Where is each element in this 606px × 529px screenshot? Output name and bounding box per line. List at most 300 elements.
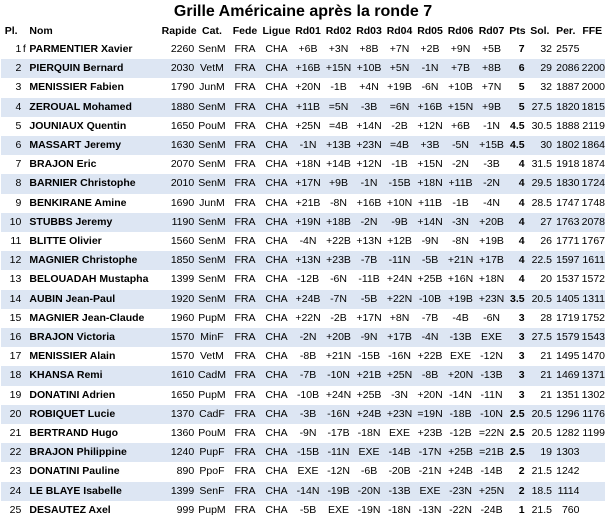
round-3-result: -1N bbox=[354, 174, 385, 193]
player-federation: FRA bbox=[230, 194, 261, 213]
table-row bbox=[1, 40, 605, 59]
round-6-result: -3N bbox=[445, 213, 476, 232]
round-6-result: -22N bbox=[445, 501, 476, 520]
player-performance: 760 bbox=[552, 501, 579, 520]
player-points: 4.5 bbox=[507, 117, 527, 136]
round-6-result: -23N bbox=[445, 482, 476, 501]
round-4-result: -14B bbox=[384, 443, 415, 462]
table-row bbox=[1, 78, 605, 97]
round-7-result: +25N bbox=[476, 482, 508, 501]
round-6-result: +10B bbox=[445, 78, 476, 97]
header-rd01: Rd01 bbox=[295, 25, 321, 37]
player-place: 18 bbox=[1, 366, 21, 385]
round-3-result: -7B bbox=[354, 251, 385, 270]
round-7-result: -3B bbox=[476, 155, 508, 174]
player-federation: FRA bbox=[230, 501, 261, 520]
player-league: CHA bbox=[260, 194, 293, 213]
player-category: SenM bbox=[194, 40, 230, 59]
player-federation: FRA bbox=[230, 213, 261, 232]
player-name: KHANSA Remi bbox=[27, 366, 161, 385]
player-ffe: 1752 bbox=[579, 309, 605, 328]
player-federation: FRA bbox=[230, 232, 261, 251]
table-row bbox=[1, 366, 605, 385]
round-4-result: +10N bbox=[384, 194, 415, 213]
player-solkoff: 26 bbox=[528, 232, 552, 251]
player-league: CHA bbox=[260, 290, 293, 309]
player-category: MinF bbox=[194, 328, 230, 347]
player-category: SenM bbox=[194, 251, 230, 270]
player-performance: 1579 bbox=[552, 328, 579, 347]
player-points: 4 bbox=[507, 174, 527, 193]
player-rating: 1399 bbox=[162, 270, 195, 289]
round-1-result: -14N bbox=[293, 482, 324, 501]
round-6-result: -18B bbox=[445, 405, 476, 424]
round-3-result: -6B bbox=[354, 462, 385, 481]
table-row bbox=[1, 155, 605, 174]
round-2-result: =4B bbox=[323, 117, 354, 136]
player-performance: 1719 bbox=[552, 309, 579, 328]
player-federation: FRA bbox=[230, 155, 261, 174]
player-category: CadF bbox=[194, 405, 230, 424]
player-federation: FRA bbox=[230, 59, 261, 78]
player-name: STUBBS Jeremy bbox=[27, 213, 161, 232]
player-federation: FRA bbox=[230, 462, 261, 481]
round-5-result: EXE bbox=[415, 482, 446, 501]
player-name: PARMENTIER Xavier bbox=[27, 40, 161, 59]
player-rating: 1650 bbox=[162, 386, 195, 405]
player-rating: 1880 bbox=[162, 98, 195, 117]
round-6-result: +19B bbox=[445, 290, 476, 309]
player-points: 5 bbox=[507, 78, 527, 97]
player-points: 3 bbox=[507, 386, 527, 405]
player-place: 5 bbox=[1, 117, 21, 136]
round-7-result: +9B bbox=[476, 98, 508, 117]
round-1-result: -2N bbox=[293, 328, 324, 347]
header-fede: Fede bbox=[232, 25, 258, 37]
round-1-result: +24B bbox=[293, 290, 324, 309]
player-rating: 1920 bbox=[162, 290, 195, 309]
round-5-result: +14N bbox=[415, 213, 446, 232]
player-rating: 1610 bbox=[162, 366, 195, 385]
player-points: 7 bbox=[507, 40, 527, 59]
player-solkoff: 21 bbox=[528, 347, 552, 366]
round-4-result: -1B bbox=[384, 155, 415, 174]
round-5-result: +25B bbox=[415, 270, 446, 289]
player-league: CHA bbox=[260, 136, 293, 155]
round-3-result: +16B bbox=[354, 194, 385, 213]
player-solkoff: 20.5 bbox=[528, 424, 552, 443]
round-6-result: +15N bbox=[445, 98, 476, 117]
player-category: PupF bbox=[194, 443, 230, 462]
round-4-result: +23N bbox=[384, 405, 415, 424]
player-performance: 1405 bbox=[552, 290, 579, 309]
player-ffe: 2119 bbox=[579, 117, 605, 136]
player-performance: 1282 bbox=[552, 424, 579, 443]
player-federation: FRA bbox=[230, 136, 261, 155]
player-points: 4 bbox=[507, 232, 527, 251]
header-pts: Pts bbox=[509, 25, 526, 37]
player-ffe: 1371 bbox=[579, 366, 605, 385]
player-rating: 1560 bbox=[162, 232, 195, 251]
round-3-result: +23N bbox=[354, 136, 385, 155]
player-federation: FRA bbox=[230, 309, 261, 328]
player-solkoff: 32 bbox=[528, 78, 552, 97]
player-performance: 1763 bbox=[552, 213, 579, 232]
player-category: SenF bbox=[194, 482, 230, 501]
player-ffe bbox=[579, 40, 605, 59]
player-place: 14 bbox=[1, 290, 21, 309]
round-1-result: -5B bbox=[293, 501, 324, 520]
round-4-result: +24N bbox=[384, 270, 415, 289]
table-row bbox=[1, 462, 605, 481]
round-6-result: -5N bbox=[445, 136, 476, 155]
player-federation: FRA bbox=[230, 251, 261, 270]
player-performance: 2086 bbox=[552, 59, 579, 78]
player-category: PupM bbox=[194, 386, 230, 405]
round-7-result: -10N bbox=[476, 405, 508, 424]
player-performance: 1802 bbox=[552, 136, 579, 155]
player-place: 2 bbox=[1, 59, 21, 78]
table-row bbox=[1, 117, 605, 136]
player-category: PupM bbox=[194, 309, 230, 328]
player-solkoff: 29.5 bbox=[528, 174, 552, 193]
player-place: 17 bbox=[1, 347, 21, 366]
round-1-result: -4N bbox=[293, 232, 324, 251]
round-5-result: -5B bbox=[415, 251, 446, 270]
player-name: ROBIQUET Lucie bbox=[27, 405, 161, 424]
player-points: 4.5 bbox=[507, 136, 527, 155]
round-4-result: -13B bbox=[384, 482, 415, 501]
round-2-result: +14B bbox=[323, 155, 354, 174]
header-row bbox=[1, 23, 605, 40]
round-2-result: =5N bbox=[323, 98, 354, 117]
table-row bbox=[1, 251, 605, 270]
player-ffe: 1815 bbox=[579, 98, 605, 117]
player-place: 1 bbox=[1, 40, 21, 59]
round-1-result: +20N bbox=[293, 78, 324, 97]
player-name: BRAJON Victoria bbox=[27, 328, 161, 347]
round-2-result: +23B bbox=[323, 251, 354, 270]
player-points: 3 bbox=[507, 328, 527, 347]
player-place: 12 bbox=[1, 251, 21, 270]
player-league: CHA bbox=[260, 98, 293, 117]
player-league: CHA bbox=[260, 347, 293, 366]
player-place: 6 bbox=[1, 136, 21, 155]
table-row bbox=[1, 270, 605, 289]
round-2-result: -6N bbox=[323, 270, 354, 289]
player-rating: 2030 bbox=[162, 59, 195, 78]
round-5-result: =19N bbox=[415, 405, 446, 424]
round-6-result: -12B bbox=[445, 424, 476, 443]
round-4-result: =6N bbox=[384, 98, 415, 117]
header-rd05: Rd05 bbox=[417, 25, 443, 37]
player-ffe: 1767 bbox=[579, 232, 605, 251]
table-row bbox=[1, 59, 605, 78]
player-solkoff: 30 bbox=[528, 136, 552, 155]
table-row bbox=[1, 405, 605, 424]
player-category: SenM bbox=[194, 98, 230, 117]
round-1-result: +16B bbox=[293, 59, 324, 78]
round-2-result: +13B bbox=[323, 136, 354, 155]
player-category: PouM bbox=[194, 424, 230, 443]
round-3-result: +13N bbox=[354, 232, 385, 251]
player-place: 15 bbox=[1, 309, 21, 328]
player-category: SenM bbox=[194, 270, 230, 289]
player-name: BENKIRANE Amine bbox=[27, 194, 161, 213]
round-2-result: +22B bbox=[323, 232, 354, 251]
table-row bbox=[1, 194, 605, 213]
round-1-result: -10B bbox=[293, 386, 324, 405]
player-solkoff: 21 bbox=[528, 386, 552, 405]
player-name: BERTRAND Hugo bbox=[27, 424, 161, 443]
player-place: 7 bbox=[1, 155, 21, 174]
round-4-result: -15B bbox=[384, 174, 415, 193]
player-league: CHA bbox=[260, 309, 293, 328]
header-rd03: Rd03 bbox=[356, 25, 382, 37]
round-1-result: -3B bbox=[293, 405, 324, 424]
player-solkoff: 27 bbox=[528, 213, 552, 232]
round-6-result: +9N bbox=[445, 40, 476, 59]
table-row bbox=[1, 443, 605, 462]
header-sol: Sol. bbox=[530, 25, 550, 37]
table-row bbox=[1, 347, 605, 366]
player-flag: f bbox=[21, 40, 27, 59]
player-place: 11 bbox=[1, 232, 21, 251]
player-ffe: 1874 bbox=[579, 155, 605, 174]
player-name: PIERQUIN Bernard bbox=[27, 59, 161, 78]
player-performance: 1597 bbox=[552, 251, 579, 270]
round-7-result: -24B bbox=[476, 501, 508, 520]
player-ffe bbox=[579, 462, 605, 481]
round-5-result: -21N bbox=[415, 462, 446, 481]
player-federation: FRA bbox=[230, 482, 261, 501]
round-1-result: -7B bbox=[293, 366, 324, 385]
player-league: CHA bbox=[260, 424, 293, 443]
player-rating: 1190 bbox=[162, 213, 195, 232]
round-7-result: +17B bbox=[476, 251, 508, 270]
round-6-result: -1B bbox=[445, 194, 476, 213]
player-category: JunM bbox=[194, 194, 230, 213]
player-performance: 2575 bbox=[552, 40, 579, 59]
round-2-result: EXE bbox=[323, 501, 354, 520]
player-ffe bbox=[579, 482, 605, 501]
round-4-result: EXE bbox=[384, 424, 415, 443]
header-cat: Cat. bbox=[202, 25, 222, 37]
player-performance: 1537 bbox=[552, 270, 579, 289]
player-points: 6 bbox=[507, 59, 527, 78]
round-7-result: =21B bbox=[476, 443, 508, 462]
round-2-result: +9B bbox=[323, 174, 354, 193]
round-3-result: -3B bbox=[354, 98, 385, 117]
round-4-result: +12B bbox=[384, 232, 415, 251]
player-federation: FRA bbox=[230, 405, 261, 424]
player-name: BARNIER Christophe bbox=[27, 174, 161, 193]
round-7-result: EXE bbox=[476, 328, 508, 347]
round-5-result: +2B bbox=[415, 40, 446, 59]
player-performance: 1495 bbox=[552, 347, 579, 366]
round-6-result: +25B bbox=[445, 443, 476, 462]
player-league: CHA bbox=[260, 232, 293, 251]
round-5-result: +3B bbox=[415, 136, 446, 155]
player-solkoff: 21.5 bbox=[528, 501, 552, 520]
player-place: 22 bbox=[1, 443, 21, 462]
round-6-result: -8N bbox=[445, 232, 476, 251]
round-7-result: -6N bbox=[476, 309, 508, 328]
round-1-result: -15B bbox=[293, 443, 324, 462]
round-5-result: +16B bbox=[415, 98, 446, 117]
round-2-result: +18B bbox=[323, 213, 354, 232]
round-1-result: +13N bbox=[293, 251, 324, 270]
round-2-result: +20B bbox=[323, 328, 354, 347]
round-5-result: -9N bbox=[415, 232, 446, 251]
round-3-result: +8B bbox=[354, 40, 385, 59]
player-solkoff: 27.5 bbox=[528, 98, 552, 117]
round-1-result: +25N bbox=[293, 117, 324, 136]
round-3-result: +4N bbox=[354, 78, 385, 97]
player-category: SenM bbox=[194, 155, 230, 174]
round-5-result: -8B bbox=[415, 366, 446, 385]
round-4-result: +5N bbox=[384, 59, 415, 78]
player-ffe: 2078 bbox=[579, 213, 605, 232]
round-5-result: +22B bbox=[415, 347, 446, 366]
player-rating: 1850 bbox=[162, 251, 195, 270]
player-points: 2 bbox=[507, 462, 527, 481]
player-category: VetM bbox=[194, 347, 230, 366]
player-rating: 2070 bbox=[162, 155, 195, 174]
player-ffe: 1543 bbox=[579, 328, 605, 347]
table-row bbox=[1, 290, 605, 309]
player-rating: 1690 bbox=[162, 194, 195, 213]
round-3-result: +17N bbox=[354, 309, 385, 328]
player-category: SenM bbox=[194, 174, 230, 193]
round-3-result: -19N bbox=[354, 501, 385, 520]
player-performance: 1242 bbox=[552, 462, 579, 481]
round-3-result: +24B bbox=[354, 405, 385, 424]
round-2-result: +3N bbox=[323, 40, 354, 59]
player-league: CHA bbox=[260, 328, 293, 347]
round-5-result: +11B bbox=[415, 194, 446, 213]
player-category: VetM bbox=[194, 59, 230, 78]
player-place: 10 bbox=[1, 213, 21, 232]
round-4-result: -18N bbox=[384, 501, 415, 520]
round-1-result: +22N bbox=[293, 309, 324, 328]
player-name: DONATINI Pauline bbox=[27, 462, 161, 481]
round-5-result: -10B bbox=[415, 290, 446, 309]
round-6-result: +7B bbox=[445, 59, 476, 78]
round-3-result: +10B bbox=[354, 59, 385, 78]
player-league: CHA bbox=[260, 366, 293, 385]
round-1-result: -1N bbox=[293, 136, 324, 155]
round-2-result: +24N bbox=[323, 386, 354, 405]
player-federation: FRA bbox=[230, 40, 261, 59]
table-row bbox=[1, 501, 605, 520]
player-ffe bbox=[579, 501, 605, 520]
round-1-result: -12B bbox=[293, 270, 324, 289]
round-2-result: -17B bbox=[323, 424, 354, 443]
player-performance: 1771 bbox=[552, 232, 579, 251]
round-4-result: -9B bbox=[384, 213, 415, 232]
player-points: 2.5 bbox=[507, 424, 527, 443]
player-points: 3 bbox=[507, 366, 527, 385]
player-solkoff: 22.5 bbox=[528, 251, 552, 270]
round-5-result: +20N bbox=[415, 386, 446, 405]
player-rating: 1370 bbox=[162, 405, 195, 424]
player-solkoff: 28 bbox=[528, 309, 552, 328]
header-nom: Nom bbox=[29, 25, 53, 37]
player-solkoff: 32 bbox=[528, 40, 552, 59]
player-place: 20 bbox=[1, 405, 21, 424]
player-performance: 1296 bbox=[552, 405, 579, 424]
player-name: AUBIN Jean-Paul bbox=[27, 290, 161, 309]
player-performance: 1918 bbox=[552, 155, 579, 174]
round-5-result: -4N bbox=[415, 328, 446, 347]
player-rating: 1960 bbox=[162, 309, 195, 328]
player-place: 9 bbox=[1, 194, 21, 213]
player-solkoff: 20 bbox=[528, 270, 552, 289]
player-ffe: 1611 bbox=[579, 251, 605, 270]
player-solkoff: 27.5 bbox=[528, 328, 552, 347]
player-league: CHA bbox=[260, 482, 293, 501]
player-solkoff: 20.5 bbox=[528, 405, 552, 424]
table-row bbox=[1, 386, 605, 405]
player-points: 3.5 bbox=[507, 290, 527, 309]
round-6-result: -13B bbox=[445, 328, 476, 347]
round-1-result: EXE bbox=[293, 462, 324, 481]
table-row bbox=[1, 232, 605, 251]
round-6-result: +11B bbox=[445, 174, 476, 193]
table-row bbox=[1, 328, 605, 347]
player-federation: FRA bbox=[230, 328, 261, 347]
round-4-result: -16N bbox=[384, 347, 415, 366]
player-rating: 890 bbox=[162, 462, 195, 481]
player-rating: 1570 bbox=[162, 347, 195, 366]
round-3-result: -11B bbox=[354, 270, 385, 289]
round-7-result: +19B bbox=[476, 232, 508, 251]
player-ffe: 2000 bbox=[579, 78, 605, 97]
player-points: 3 bbox=[507, 347, 527, 366]
player-place: 21 bbox=[1, 424, 21, 443]
player-ffe: 1176 bbox=[579, 405, 605, 424]
round-7-result: +8B bbox=[476, 59, 508, 78]
round-7-result: -12N bbox=[476, 347, 508, 366]
player-name: MENISSIER Fabien bbox=[27, 78, 161, 97]
player-federation: FRA bbox=[230, 174, 261, 193]
player-category: PouM bbox=[194, 117, 230, 136]
player-name: JOUNIAUX Quentin bbox=[27, 117, 161, 136]
table-row bbox=[1, 136, 605, 155]
round-4-result: -20B bbox=[384, 462, 415, 481]
player-ffe: 1724 bbox=[579, 174, 605, 193]
player-league: CHA bbox=[260, 59, 293, 78]
round-7-result: -4N bbox=[476, 194, 508, 213]
round-5-result: +23B bbox=[415, 424, 446, 443]
player-name: BLITTE Olivier bbox=[27, 232, 161, 251]
round-7-result: +7N bbox=[476, 78, 508, 97]
player-category: SenM bbox=[194, 232, 230, 251]
round-3-result: -18N bbox=[354, 424, 385, 443]
player-performance: 1469 bbox=[552, 366, 579, 385]
player-points: 1 bbox=[507, 501, 527, 520]
round-1-result: +18N bbox=[293, 155, 324, 174]
player-federation: FRA bbox=[230, 98, 261, 117]
player-category: PpoF bbox=[194, 462, 230, 481]
player-federation: FRA bbox=[230, 386, 261, 405]
round-7-result: -1N bbox=[476, 117, 508, 136]
player-league: CHA bbox=[260, 155, 293, 174]
round-3-result: +14N bbox=[354, 117, 385, 136]
round-3-result: +12N bbox=[354, 155, 385, 174]
player-league: CHA bbox=[260, 501, 293, 520]
